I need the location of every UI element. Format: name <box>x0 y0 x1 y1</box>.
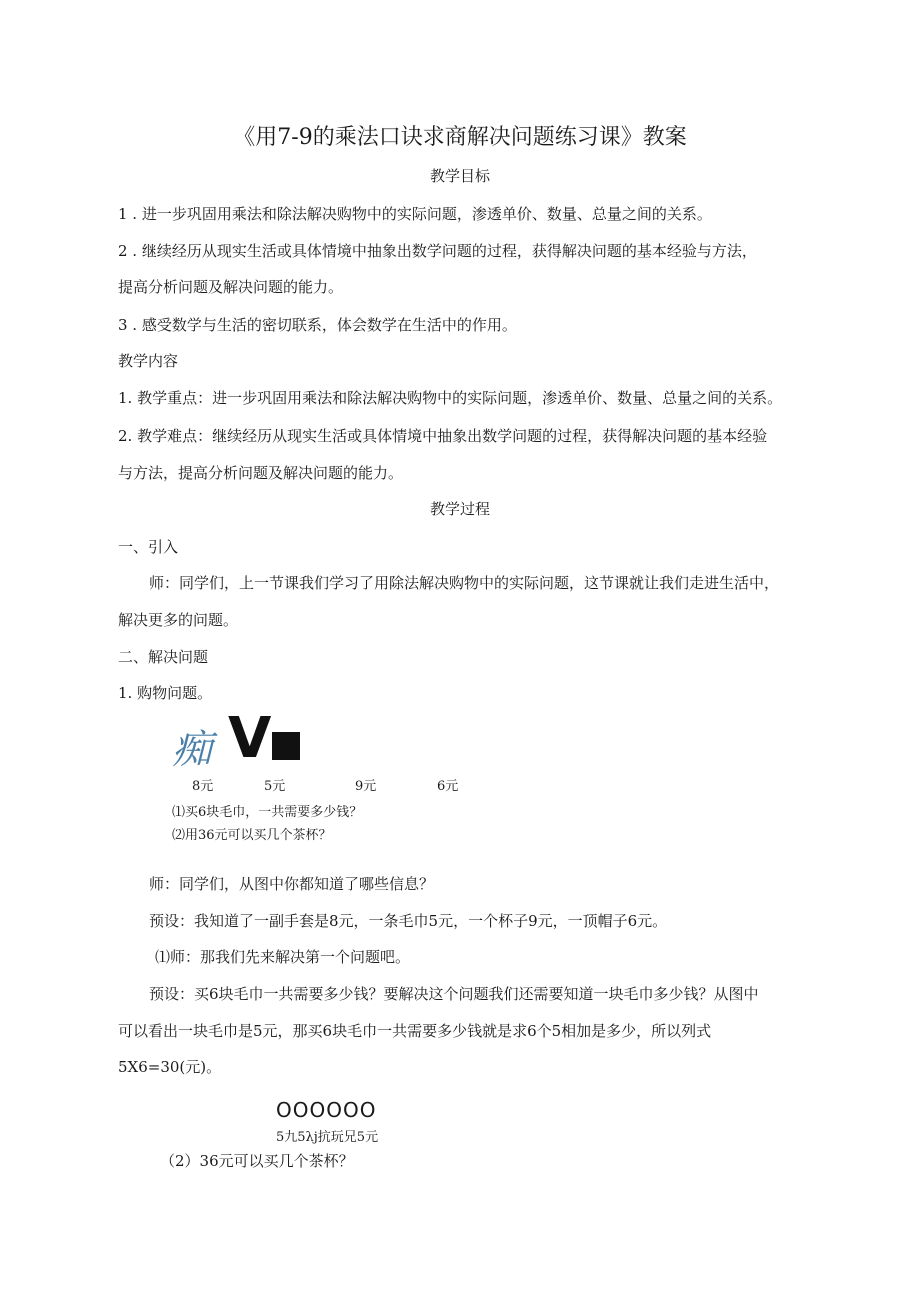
difficulty-line-1: 2. 教学难点：继续经历从现实生活或具体情境中抽象出数学问题的过程，获得解决问题的基本经验 <box>118 427 768 445</box>
teacher-question-info: 师：同学们，从图中你都知道了哪些信息？ <box>149 875 435 893</box>
circle-diagram-caption: 5九5λj抗玩兄5元 <box>276 1130 379 1145</box>
price-label: 5元 <box>264 779 286 794</box>
teacher-question-1-prompt: ⑴师：那我们先来解决第一个问题吧。 <box>155 948 411 966</box>
price-label: 8元 <box>192 779 214 794</box>
product-image-v: V <box>228 706 272 771</box>
price-label: 6元 <box>437 779 459 794</box>
page-title: 《用7-9的乘法口诀求商解决问题练习课》教案 <box>233 125 687 150</box>
key-point: 1. 教学重点：进一步巩固用乘法和除法解决购物中的实际问题，渗透单价、数量、总量之间的关系。 <box>118 389 783 407</box>
part1-heading: 一、引入 <box>118 538 179 556</box>
intro-line-1: 师：同学们，上一节课我们学习了用除法解决购物中的实际问题，这节课就让我们走进生活中， <box>149 574 780 592</box>
figure-question-1: ⑴买6块毛巾，一共需要多少钱？ <box>172 805 363 820</box>
product-image-glyph: 痴 <box>172 727 212 773</box>
price-label: 9元 <box>355 779 377 794</box>
circle-diagram: OOOOOO <box>276 1098 377 1122</box>
goals-heading: 教学目标 <box>429 167 490 185</box>
goal-item-2-line-2: 提高分析问题及解决问题的能力。 <box>118 278 344 296</box>
answer-info: 预设：我知道了一副手套是8元，一条毛巾5元，一个杯子9元，一顶帽子6元。 <box>149 912 668 930</box>
product-image-block <box>272 732 300 760</box>
process-heading: 教学过程 <box>429 500 490 518</box>
answer-1-line-1: 预设：买6块毛巾一共需要多少钱？要解决这个问题我们还需要知道一块毛巾多少钱？从图中 <box>149 985 759 1003</box>
intro-line-2: 解决更多的问题。 <box>118 611 239 629</box>
goal-item-1: 1 . 进一步巩固用乘法和除法解决购物中的实际问题，渗透单价、数量、总量之间的关系。 <box>118 205 712 223</box>
question-2: （2）36元可以买几个茶杯？ <box>160 1152 354 1170</box>
goal-item-3: 3 . 感受数学与生活的密切联系，体会数学在生活中的作用。 <box>118 316 517 334</box>
part2-heading: 二、解决问题 <box>118 648 209 666</box>
content-heading: 教学内容 <box>118 352 179 370</box>
answer-1-line-2: 可以看出一块毛巾是5元，那买6块毛巾一共需要多少钱就是求6个5相加是多少，所以列式 <box>118 1022 712 1040</box>
shopping-heading: 1. 购物问题。 <box>118 684 213 702</box>
figure-question-2: ⑵用36元可以买几个茶杯？ <box>172 828 332 843</box>
goal-item-2-line-1: 2 . 继续经历从现实生活或具体情境中抽象出数学问题的过程，获得解决问题的基本经验与方法， <box>118 242 757 260</box>
answer-1-line-3: 5X6=30(元)。 <box>118 1058 222 1076</box>
difficulty-line-2: 与方法，提高分析问题及解决问题的能力。 <box>118 464 404 482</box>
